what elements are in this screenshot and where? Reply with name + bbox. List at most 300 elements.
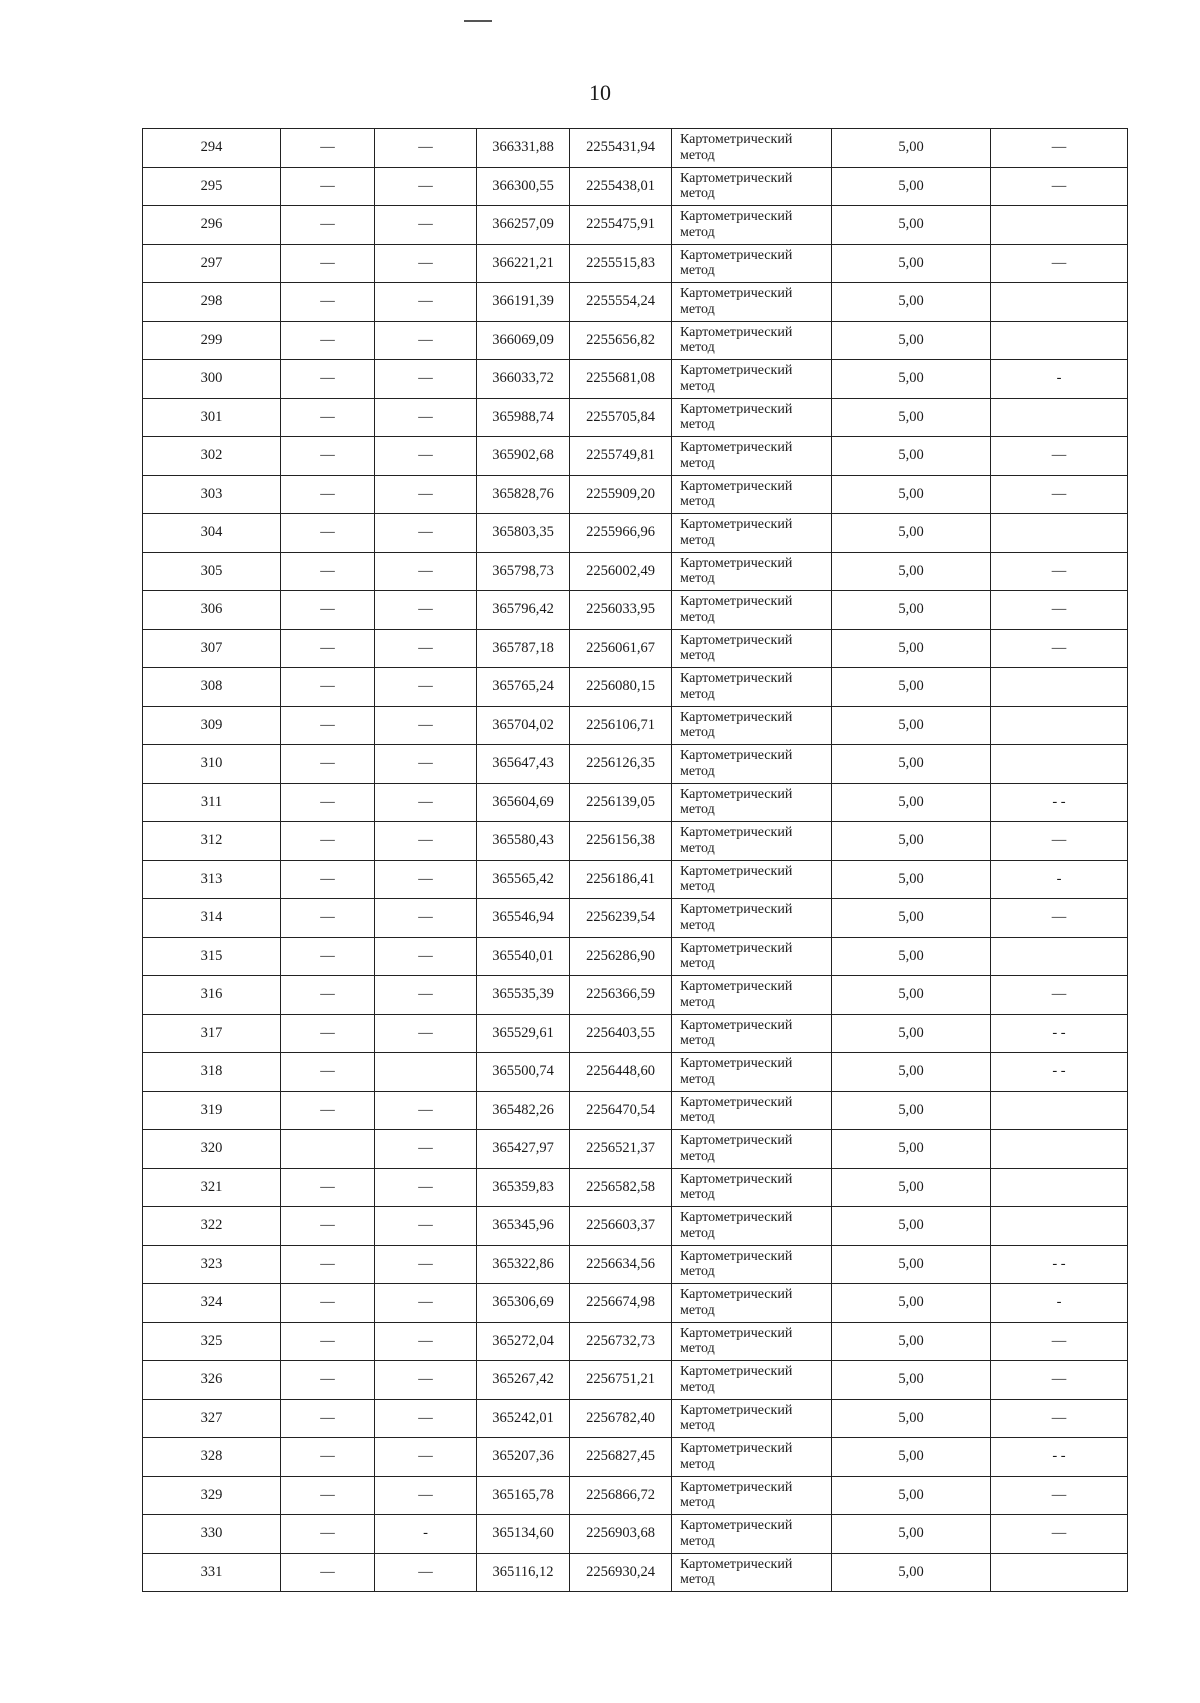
dash-cell-b: — — [375, 360, 477, 399]
accuracy-cell: 5,00 — [832, 706, 991, 745]
dash-cell-b: — — [375, 1322, 477, 1361]
coord-y-cell: 2255681,08 — [570, 360, 672, 399]
dash-cell-a: — — [281, 1053, 375, 1092]
dash-cell-b — [375, 1053, 477, 1092]
coord-y-cell: 2256106,71 — [570, 706, 672, 745]
point-number-cell: 321 — [143, 1168, 281, 1207]
method-cell — [672, 668, 832, 707]
dash-cell-a: — — [281, 1322, 375, 1361]
coord-x-cell: 365165,78 — [477, 1476, 570, 1515]
method-line-1: Картометрический — [680, 825, 793, 841]
note-cell: — — [991, 129, 1128, 168]
point-number-cell: 322 — [143, 1207, 281, 1246]
dash-cell-a: — — [281, 1515, 375, 1554]
dash-cell-a: — — [281, 514, 375, 553]
coord-y-cell: 2256239,54 — [570, 899, 672, 938]
method-cell — [672, 206, 832, 245]
dash-cell-b: — — [375, 976, 477, 1015]
note-cell: - - — [991, 1245, 1128, 1284]
point-number-cell: 328 — [143, 1438, 281, 1477]
point-number-cell: 300 — [143, 360, 281, 399]
table-row — [143, 167, 1128, 206]
table-row — [143, 1361, 1128, 1400]
note-cell — [991, 206, 1128, 245]
method-line-2: метод — [680, 1572, 715, 1588]
method-cell — [672, 1130, 832, 1169]
method-line-1: Картометрический — [680, 247, 793, 263]
note-cell: - — [991, 360, 1128, 399]
table-row — [143, 1476, 1128, 1515]
method-line-1: Картометрический — [680, 1287, 793, 1303]
note-cell — [991, 283, 1128, 322]
point-number-cell: 308 — [143, 668, 281, 707]
dash-cell-b: — — [375, 899, 477, 938]
method-line-2: метод — [680, 840, 715, 856]
dash-cell-b: — — [375, 706, 477, 745]
accuracy-cell: 5,00 — [832, 899, 991, 938]
table-row — [143, 822, 1128, 861]
method-line-2: метод — [680, 686, 715, 702]
method-cell — [672, 129, 832, 168]
method-line-1: Картометрический — [680, 632, 793, 648]
table-row — [143, 360, 1128, 399]
dash-cell-b: — — [375, 1476, 477, 1515]
coord-x-cell: 365540,01 — [477, 937, 570, 976]
note-cell: - — [991, 860, 1128, 899]
coord-x-cell: 366257,09 — [477, 206, 570, 245]
point-number-cell: 325 — [143, 1322, 281, 1361]
table-row — [143, 283, 1128, 322]
point-number-cell: 316 — [143, 976, 281, 1015]
coord-y-cell: 2256674,98 — [570, 1284, 672, 1323]
note-cell: — — [991, 822, 1128, 861]
coord-x-cell: 365427,97 — [477, 1130, 570, 1169]
dash-cell-b: — — [375, 398, 477, 437]
note-cell — [991, 937, 1128, 976]
coord-y-cell: 2256002,49 — [570, 552, 672, 591]
method-cell — [672, 1438, 832, 1477]
table-row — [143, 1515, 1128, 1554]
table-row — [143, 1284, 1128, 1323]
note-cell: — — [991, 244, 1128, 283]
table-row — [143, 1322, 1128, 1361]
accuracy-cell: 5,00 — [832, 321, 991, 360]
method-line-1: Картометрический — [680, 1133, 793, 1149]
table-row — [143, 437, 1128, 476]
accuracy-cell: 5,00 — [832, 244, 991, 283]
dash-cell-a: — — [281, 706, 375, 745]
note-cell — [991, 668, 1128, 707]
method-line-2: метод — [680, 340, 715, 356]
point-number-cell: 317 — [143, 1014, 281, 1053]
dash-cell-a: — — [281, 1168, 375, 1207]
coord-y-cell: 2256139,05 — [570, 783, 672, 822]
method-line-2: метод — [680, 879, 715, 895]
table-row — [143, 1168, 1128, 1207]
point-number-cell: 314 — [143, 899, 281, 938]
dash-cell-a: — — [281, 1091, 375, 1130]
method-cell — [672, 783, 832, 822]
accuracy-cell: 5,00 — [832, 629, 991, 668]
method-cell — [672, 321, 832, 360]
point-number-cell: 303 — [143, 475, 281, 514]
point-number-cell: 319 — [143, 1091, 281, 1130]
dash-cell-b: — — [375, 321, 477, 360]
table-row — [143, 475, 1128, 514]
method-line-1: Картометрический — [680, 1171, 793, 1187]
note-cell — [991, 514, 1128, 553]
method-line-1: Картометрический — [680, 1017, 793, 1033]
method-cell — [672, 360, 832, 399]
table-row — [143, 1245, 1128, 1284]
method-line-2: метод — [680, 1302, 715, 1318]
dash-cell-a: — — [281, 167, 375, 206]
coord-x-cell: 365306,69 — [477, 1284, 570, 1323]
method-line-1: Картометрический — [680, 401, 793, 417]
dash-cell-b: — — [375, 552, 477, 591]
method-line-1: Картометрический — [680, 786, 793, 802]
point-number-cell: 318 — [143, 1053, 281, 1092]
coord-y-cell: 2256286,90 — [570, 937, 672, 976]
table-row — [143, 1053, 1128, 1092]
accuracy-cell: 5,00 — [832, 1091, 991, 1130]
accuracy-cell: 5,00 — [832, 1168, 991, 1207]
method-line-2: метод — [680, 1187, 715, 1203]
coord-x-cell: 366300,55 — [477, 167, 570, 206]
point-number-cell: 315 — [143, 937, 281, 976]
dash-cell-a: — — [281, 1399, 375, 1438]
coord-x-cell: 365535,39 — [477, 976, 570, 1015]
coord-x-cell: 365988,74 — [477, 398, 570, 437]
accuracy-cell: 5,00 — [832, 1053, 991, 1092]
coord-y-cell: 2255431,94 — [570, 129, 672, 168]
dash-cell-a: — — [281, 1553, 375, 1592]
point-number-cell: 302 — [143, 437, 281, 476]
method-line-2: метод — [680, 1418, 715, 1434]
point-number-cell: 327 — [143, 1399, 281, 1438]
method-cell — [672, 1515, 832, 1554]
method-cell — [672, 514, 832, 553]
accuracy-cell: 5,00 — [832, 283, 991, 322]
table-row — [143, 1553, 1128, 1592]
dash-cell-b: — — [375, 514, 477, 553]
coord-y-cell: 2255515,83 — [570, 244, 672, 283]
dash-cell-a: — — [281, 1361, 375, 1400]
dash-cell-b: — — [375, 745, 477, 784]
method-cell — [672, 629, 832, 668]
method-line-1: Картометрический — [680, 1248, 793, 1264]
method-cell — [672, 1053, 832, 1092]
coord-x-cell: 366331,88 — [477, 129, 570, 168]
note-cell: — — [991, 475, 1128, 514]
dash-cell-b: — — [375, 1014, 477, 1053]
method-cell — [672, 475, 832, 514]
coord-y-cell: 2255749,81 — [570, 437, 672, 476]
point-number-cell: 330 — [143, 1515, 281, 1554]
table-row — [143, 398, 1128, 437]
coord-x-cell: 365902,68 — [477, 437, 570, 476]
table-row — [143, 860, 1128, 899]
method-line-2: метод — [680, 1225, 715, 1241]
dash-cell-a: — — [281, 976, 375, 1015]
page-number: 10 — [589, 80, 611, 105]
method-line-1: Картометрический — [680, 286, 793, 302]
dash-cell-a: — — [281, 398, 375, 437]
accuracy-cell: 5,00 — [832, 167, 991, 206]
dash-cell-b: — — [375, 937, 477, 976]
coord-y-cell: 2256582,58 — [570, 1168, 672, 1207]
dash-cell-b: — — [375, 591, 477, 630]
note-cell — [991, 1130, 1128, 1169]
note-cell: — — [991, 1515, 1128, 1554]
accuracy-cell: 5,00 — [832, 591, 991, 630]
method-cell — [672, 244, 832, 283]
coord-y-cell: 2256470,54 — [570, 1091, 672, 1130]
accuracy-cell: 5,00 — [832, 860, 991, 899]
table-row — [143, 1091, 1128, 1130]
method-line-1: Картометрический — [680, 1556, 793, 1572]
coord-x-cell: 366069,09 — [477, 321, 570, 360]
method-line-2: метод — [680, 1264, 715, 1280]
method-line-1: Картометрический — [680, 1210, 793, 1226]
method-line-2: метод — [680, 994, 715, 1010]
coord-x-cell: 365647,43 — [477, 745, 570, 784]
accuracy-cell: 5,00 — [832, 129, 991, 168]
dash-cell-b: — — [375, 1399, 477, 1438]
accuracy-cell: 5,00 — [832, 206, 991, 245]
method-cell — [672, 167, 832, 206]
note-cell: - - — [991, 1053, 1128, 1092]
coord-y-cell: 2256403,55 — [570, 1014, 672, 1053]
method-line-1: Картометрический — [680, 324, 793, 340]
method-cell — [672, 1168, 832, 1207]
dash-cell-a: — — [281, 860, 375, 899]
note-cell: — — [991, 437, 1128, 476]
method-line-1: Картометрический — [680, 440, 793, 456]
method-line-2: метод — [680, 1110, 715, 1126]
coord-x-cell: 365134,60 — [477, 1515, 570, 1554]
method-cell — [672, 437, 832, 476]
method-cell — [672, 398, 832, 437]
coord-x-cell: 366033,72 — [477, 360, 570, 399]
dash-cell-a: — — [281, 1476, 375, 1515]
dash-cell-a: — — [281, 552, 375, 591]
method-cell — [672, 899, 832, 938]
accuracy-cell: 5,00 — [832, 783, 991, 822]
coord-x-cell: 365529,61 — [477, 1014, 570, 1053]
note-cell — [991, 745, 1128, 784]
accuracy-cell: 5,00 — [832, 514, 991, 553]
method-line-2: метод — [680, 532, 715, 548]
dash-cell-b: — — [375, 437, 477, 476]
method-line-1: Картометрический — [680, 1094, 793, 1110]
coord-y-cell: 2256603,37 — [570, 1207, 672, 1246]
dash-cell-a: — — [281, 437, 375, 476]
method-line-1: Картометрический — [680, 1479, 793, 1495]
point-number-cell: 329 — [143, 1476, 281, 1515]
method-cell — [672, 1245, 832, 1284]
coord-x-cell: 365798,73 — [477, 552, 570, 591]
method-cell — [672, 1091, 832, 1130]
dash-cell-a: — — [281, 937, 375, 976]
method-cell — [672, 976, 832, 1015]
note-cell — [991, 706, 1128, 745]
dash-cell-b: — — [375, 1245, 477, 1284]
method-line-2: метод — [680, 1533, 715, 1549]
coord-x-cell: 365796,42 — [477, 591, 570, 630]
method-cell — [672, 283, 832, 322]
coord-x-cell: 365765,24 — [477, 668, 570, 707]
note-cell — [991, 1207, 1128, 1246]
accuracy-cell: 5,00 — [832, 668, 991, 707]
note-cell — [991, 1168, 1128, 1207]
dash-cell-b: — — [375, 1168, 477, 1207]
dash-cell-b: — — [375, 1091, 477, 1130]
coord-y-cell: 2256366,59 — [570, 976, 672, 1015]
dash-cell-b: — — [375, 1553, 477, 1592]
dash-cell-b: — — [375, 1284, 477, 1323]
method-line-2: метод — [680, 648, 715, 664]
scan-mark — [464, 20, 492, 22]
method-line-1: Картометрический — [680, 363, 793, 379]
accuracy-cell: 5,00 — [832, 552, 991, 591]
dash-cell-b: — — [375, 822, 477, 861]
accuracy-cell: 5,00 — [832, 437, 991, 476]
method-line-2: метод — [680, 956, 715, 972]
method-cell — [672, 745, 832, 784]
method-line-2: метод — [680, 494, 715, 510]
accuracy-cell: 5,00 — [832, 1476, 991, 1515]
note-cell: — — [991, 552, 1128, 591]
coord-x-cell: 365242,01 — [477, 1399, 570, 1438]
point-number-cell: 298 — [143, 283, 281, 322]
coord-y-cell: 2255438,01 — [570, 167, 672, 206]
method-line-2: метод — [680, 378, 715, 394]
table-body — [143, 129, 1128, 1592]
point-number-cell: 294 — [143, 129, 281, 168]
method-line-1: Картометрический — [680, 517, 793, 533]
coord-y-cell: 2256080,15 — [570, 668, 672, 707]
point-number-cell: 301 — [143, 398, 281, 437]
note-cell: — — [991, 1399, 1128, 1438]
coord-y-cell: 2256156,38 — [570, 822, 672, 861]
table-row — [143, 899, 1128, 938]
method-line-2: метод — [680, 763, 715, 779]
accuracy-cell: 5,00 — [832, 1438, 991, 1477]
method-line-1: Картометрический — [680, 170, 793, 186]
method-line-1: Картометрический — [680, 1518, 793, 1534]
dash-cell-b: — — [375, 129, 477, 168]
coord-x-cell: 365116,12 — [477, 1553, 570, 1592]
method-line-2: метод — [680, 1341, 715, 1357]
point-number-cell: 306 — [143, 591, 281, 630]
dash-cell-b: — — [375, 783, 477, 822]
note-cell: — — [991, 899, 1128, 938]
method-cell — [672, 1322, 832, 1361]
point-number-cell: 323 — [143, 1245, 281, 1284]
accuracy-cell: 5,00 — [832, 1245, 991, 1284]
coord-y-cell: 2256930,24 — [570, 1553, 672, 1592]
note-cell: - - — [991, 783, 1128, 822]
coord-x-cell: 365500,74 — [477, 1053, 570, 1092]
method-line-2: метод — [680, 609, 715, 625]
coord-y-cell: 2256521,37 — [570, 1130, 672, 1169]
dash-cell-a: — — [281, 822, 375, 861]
method-cell — [672, 1399, 832, 1438]
dash-cell-a: — — [281, 783, 375, 822]
table-row — [143, 552, 1128, 591]
coord-x-cell: 365704,02 — [477, 706, 570, 745]
coord-x-cell: 365267,42 — [477, 1361, 570, 1400]
dash-cell-b: — — [375, 167, 477, 206]
dash-cell-a: — — [281, 1245, 375, 1284]
dash-cell-b: — — [375, 1207, 477, 1246]
dash-cell-a: — — [281, 899, 375, 938]
dash-cell-b: — — [375, 1361, 477, 1400]
point-number-cell: 304 — [143, 514, 281, 553]
coord-x-cell: 365828,76 — [477, 475, 570, 514]
accuracy-cell: 5,00 — [832, 475, 991, 514]
method-cell — [672, 937, 832, 976]
point-number-cell: 311 — [143, 783, 281, 822]
note-cell: — — [991, 591, 1128, 630]
table-row — [143, 1438, 1128, 1477]
dash-cell-b: — — [375, 629, 477, 668]
table-row — [143, 745, 1128, 784]
method-line-2: метод — [680, 1456, 715, 1472]
coord-x-cell: 365787,18 — [477, 629, 570, 668]
method-line-2: метод — [680, 455, 715, 471]
method-line-1: Картометрический — [680, 748, 793, 764]
method-line-1: Картометрический — [680, 671, 793, 687]
method-line-2: метод — [680, 571, 715, 587]
method-line-2: метод — [680, 1071, 715, 1087]
method-cell — [672, 1361, 832, 1400]
table-row — [143, 937, 1128, 976]
coord-y-cell: 2256126,35 — [570, 745, 672, 784]
coord-y-cell: 2256903,68 — [570, 1515, 672, 1554]
point-number-cell: 309 — [143, 706, 281, 745]
dash-cell-a: — — [281, 475, 375, 514]
point-number-cell: 313 — [143, 860, 281, 899]
method-line-2: метод — [680, 725, 715, 741]
method-line-1: Картометрический — [680, 1325, 793, 1341]
dash-cell-a: — — [281, 360, 375, 399]
point-number-cell: 295 — [143, 167, 281, 206]
method-line-1: Картометрический — [680, 132, 793, 148]
dash-cell-b: - — [375, 1515, 477, 1554]
dash-cell-a: — — [281, 668, 375, 707]
method-line-2: метод — [680, 1148, 715, 1164]
method-line-2: метод — [680, 301, 715, 317]
coord-y-cell: 2255554,24 — [570, 283, 672, 322]
accuracy-cell: 5,00 — [832, 1322, 991, 1361]
point-number-cell: 307 — [143, 629, 281, 668]
note-cell — [991, 398, 1128, 437]
note-cell: — — [991, 976, 1128, 1015]
point-number-cell: 305 — [143, 552, 281, 591]
coord-x-cell: 365546,94 — [477, 899, 570, 938]
coord-x-cell: 365272,04 — [477, 1322, 570, 1361]
dash-cell-a: — — [281, 244, 375, 283]
note-cell: - - — [991, 1014, 1128, 1053]
coord-x-cell: 365803,35 — [477, 514, 570, 553]
method-cell — [672, 1207, 832, 1246]
coord-x-cell: 365322,86 — [477, 1245, 570, 1284]
method-line-1: Картометрический — [680, 1364, 793, 1380]
note-cell — [991, 321, 1128, 360]
dash-cell-b: — — [375, 244, 477, 283]
